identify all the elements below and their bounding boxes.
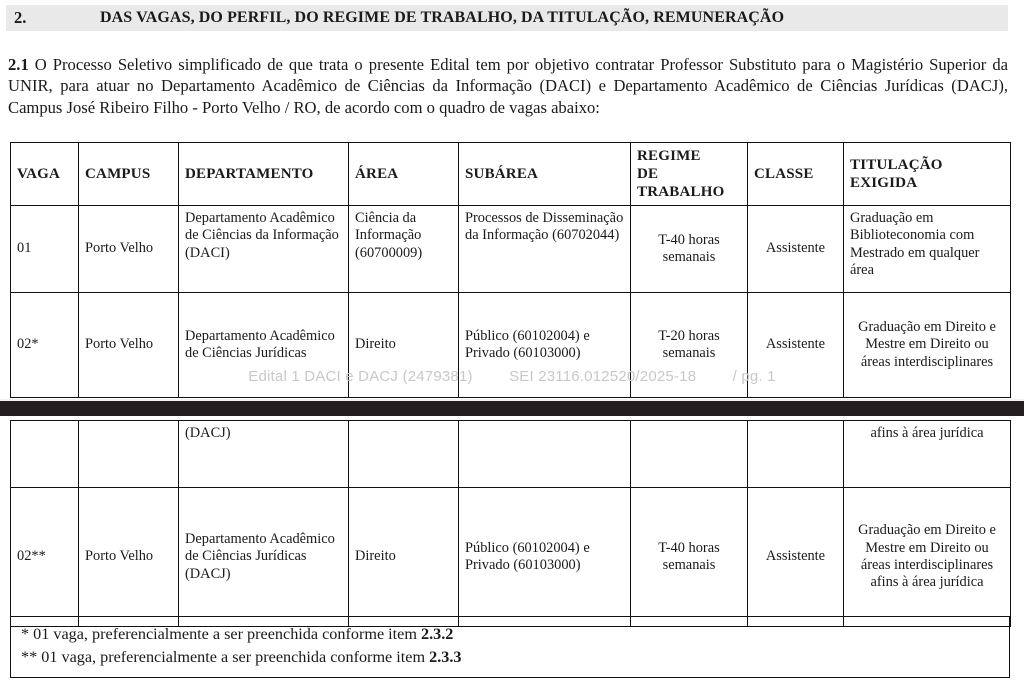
cell-area: Direito	[349, 488, 459, 627]
cell-campus: Porto Velho	[79, 488, 179, 627]
cell-classe: Assistente	[748, 488, 844, 627]
col-header-regime-de-trabalho	[631, 143, 748, 206]
table-row	[11, 293, 1011, 398]
cell-campus: Porto Velho	[79, 293, 179, 398]
cell-departamento: Departamento Acadêmico de Ciências da Informação (DACI)	[179, 206, 349, 293]
paragraph-number: 2.1	[8, 54, 29, 74]
footnote-2-item-ref: 2.3.3	[429, 648, 462, 666]
cell-titulacao: afins à área jurídica	[844, 421, 1011, 488]
col-header-vaga: VAGA	[11, 143, 79, 206]
cell-classe	[748, 421, 844, 488]
cell-regime: T-20 horas semanais	[631, 293, 748, 398]
watermark-page-label: / pg. 1	[732, 368, 776, 385]
cell-vaga	[11, 421, 79, 488]
table-row	[11, 488, 1011, 627]
cell-subarea: Público (60102004) e Privado (60103000)	[459, 488, 631, 627]
watermark-doc-label: Edital 1 DACI e DACJ (2479381)	[248, 368, 473, 385]
cell-vaga: 02**	[11, 488, 79, 627]
footnote-line-2	[21, 646, 999, 669]
cell-subarea	[459, 421, 631, 488]
col-header-regime-line-1: REGIME	[637, 148, 701, 164]
col-header-area: ÁREA	[349, 143, 459, 206]
footnote-line-1	[21, 623, 999, 646]
col-header-regime-line-3: TRABALHO	[637, 184, 725, 200]
footnote-2-text: ** 01 vaga, preferencialmente a ser preenchida conforme item	[21, 648, 430, 666]
cell-titulacao: Graduação em Biblioteconomia com Mestrado em qualquer área	[844, 206, 1011, 293]
cell-vaga: 02*	[11, 293, 79, 398]
cell-vaga: 01	[11, 206, 79, 293]
cell-area	[349, 421, 459, 488]
cell-subarea: Público (60102004) e Privado (60103000)	[459, 293, 631, 398]
col-header-departamento: DEPARTAMENTO	[179, 143, 349, 206]
cell-departamento: (DACJ)	[179, 421, 349, 488]
col-header-subarea: SUBÁREA	[459, 143, 631, 206]
cell-departamento: Departamento Acadêmico de Ciências Jurídicas	[179, 293, 349, 398]
cell-area: Ciência da Informação (60700009)	[349, 206, 459, 293]
cell-subarea: Processos de Disseminação da Informação (60702044)	[459, 206, 631, 293]
cell-regime: T-40 horas semanais	[631, 488, 748, 627]
cell-campus	[79, 421, 179, 488]
section-title: DAS VAGAS, DO PERFIL, DO REGIME DE TRABALHO, DA TITULAÇÃO, REMUNERAÇÃO	[100, 9, 785, 26]
cell-regime: T-40 horas semanais	[631, 206, 748, 293]
col-header-titulacao-line-1: TITULAÇÃO	[850, 157, 943, 173]
vacancy-table-bottom	[10, 420, 1011, 627]
col-header-regime-line-2: DE	[637, 166, 659, 182]
col-header-titulacao-line-2: EXIGIDA	[850, 175, 918, 191]
cell-departamento: Departamento Acadêmico de Ciências Jurídicas (DACJ)	[179, 488, 349, 627]
footnote-box	[10, 616, 1010, 678]
cell-titulacao: Graduação em Direito e Mestre em Direito ou áreas interdisciplinares	[844, 293, 1011, 398]
col-header-classe: CLASSE	[748, 143, 844, 206]
footnote-1-text: * 01 vaga, preferencialmente a ser preenchida conforme item	[21, 625, 421, 643]
section-number: 2.	[14, 8, 27, 27]
col-header-titulacao-exigida	[844, 143, 1011, 206]
table-header-row	[11, 143, 1011, 206]
page-break-separator	[0, 399, 1024, 418]
cell-regime	[631, 421, 748, 488]
paragraph-2-1	[8, 54, 1008, 120]
footnote-1-item-ref: 2.3.2	[421, 625, 454, 643]
watermark-sei-label: SEI 23116.012520/2025-18	[509, 368, 697, 385]
cell-classe: Assistente	[748, 206, 844, 293]
cell-area: Direito	[349, 293, 459, 398]
table-row	[11, 206, 1011, 293]
col-header-campus: CAMPUS	[79, 143, 179, 206]
cell-classe: Assistente	[748, 293, 844, 398]
cell-titulacao: Graduação em Direito e Mestre em Direito ou áreas interdisciplinares afins à área jurídica	[844, 488, 1011, 627]
vacancy-table-top	[10, 142, 1011, 398]
paragraph-text: O Processo Seletivo simplificado de que trata o presente Edital tem por objetivo contratar Professor Substituto para o Magistério Superior da UNIR, para atuar no Departamento Acadêmico de Ciências da Informação (DACI) e Departamento Acadêmico de Ciências Jurídicas (DACJ), Campus José Ribeiro Filho - Porto Velho / RO, de acordo com o quadro de vagas abaixo:	[8, 54, 1008, 118]
cell-campus: Porto Velho	[79, 206, 179, 293]
table-row	[11, 421, 1011, 488]
section-heading-band	[6, 5, 1008, 31]
